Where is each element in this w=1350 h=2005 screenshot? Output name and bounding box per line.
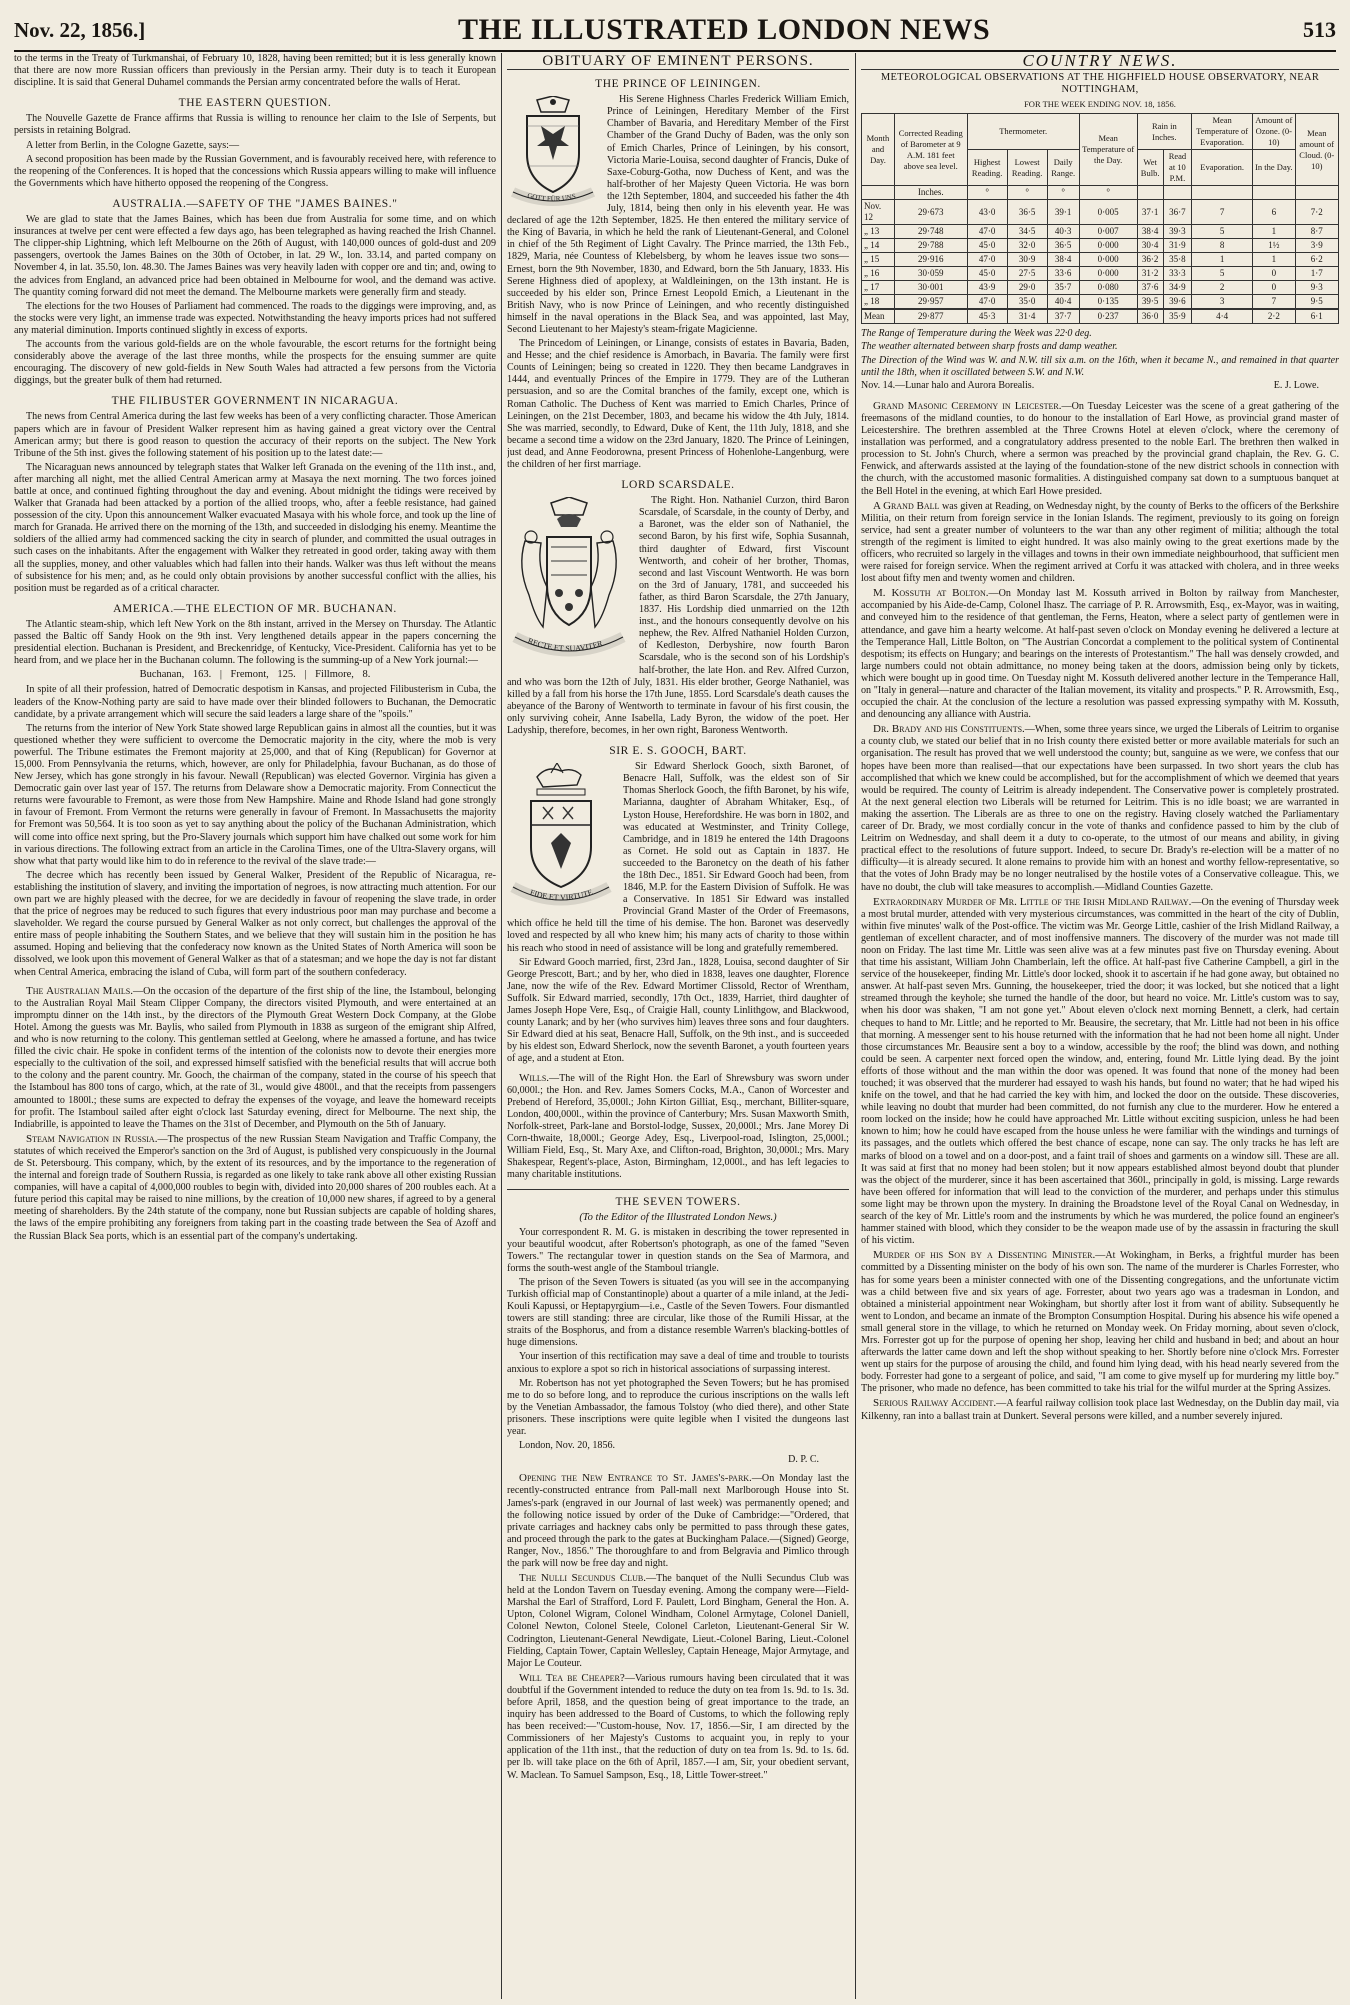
article-heading: THE FILIBUSTER GOVERNMENT IN NICARAGUA.: [111, 395, 399, 408]
table-cell: 29·748: [894, 225, 967, 239]
article-text: The Right. Hon. Nathaniel Curzon, third Baron Scarsdale, of Scarsdale, in the county of Derby, and a Baronet, was the elder son of Nathaniel, the second Baron, by his first wife, Sophia Susannah, third daughter of Edward, first Viscount Wentworth, and coheir of her brother, Thomas, second and last Viscount Wentworth. He was born on the 3rd of January, 1781, and succeeded his father, as third Baron Scarsdale, the 27th January, 1837. His Lordship died unmarried on the 12th inst., and the honours consequently devolve on his nephew, the Rev. Alfred Nathaniel Holden Curzon, of Kedleston, Derbyshire, now fourth Baron Scarsdale, who is the second son of his Lordship's half-brother, the late Hon. and Rev. Alfred Curzon, and who was born the 12th of July, 1831. His elder brother, George Nathaniel, was killed by a fall from his horse the 17th June, 1855. Lord Scarsdale's death causes the abeyance of the Barony of Wentworth to terminate in favour of his first cousin, the only surviving coheir, Anne Isabella, Lady Byron, the widow of the poet. Her Ladyship, therefore, becomes, in her own right, Baroness Wentworth.: [507, 495, 849, 736]
group-header: Amount of Ozone. (0-10): [1253, 114, 1295, 150]
article-text: The accounts from the various gold-fields are on the whole favourable, the escort returns for the fortnight being considerably above the average of the last three months, while the prospects for the ensuing summer are quite encouraging. The discovery of new gold-fields in New South Wales had attracted a few persons from the Victoria diggings, but the greater bulk of them had returned.: [14, 338, 496, 387]
table-cell: 37·7: [1047, 309, 1079, 324]
leiningen-coat-of-arms: [507, 96, 599, 208]
column-right: [861, 53, 1339, 1999]
article-heading: AUSTRALIA.—SAFETY OF THE "JAMES BAINES.": [112, 197, 398, 210]
table-cell: 36·5: [1047, 239, 1079, 253]
article-text: Sir Edward Sherlock Gooch, sixth Baronet, of Benacre Hall, Suffolk, was the eldest son of Sir Thomas Sherlock Gooch, the fifth Baronet, by his wife, Marianna, daughter of Abraham Whitaker, Esq., of Lyston House, Herefordshire. He was born in 1802, and was educated at Westminster, and Trinity College, Cambridge, and in 1819 he entered the 14th Dragoons as Cornet. He sold out as Captain in 1837. He succeeded to the Baronetcy on the death of his father the 18th Dec., 1851. Sir Edward Gooch had been, from 1846, M.P. for the Eastern Division of Suffolk. He was a Conservative. In 1851 Sir Edward was installed Provincial Grand Master of the Order of Freemasons, which office he held till the time of his demise. The hon. Baronet was deservedly loved and respected by all who knew him; his many acts of charity to those within his reach who stood in need of assistance will be long and gratefully remembered.: [507, 761, 849, 954]
news-item: [861, 500, 1339, 586]
article-text: to the terms in the Treaty of Turkmanshai, of February 10, 1828, having been remitted; but it is less generally known that there are now more Russian officers than previously in the Persian army. Their duty is to teach it European discipline. It is said that General Duhamel commands the Persian army concentrated before the walls of Herat.: [14, 53, 496, 89]
item-text: was given at Reading, on Wednesday night, by the county of Berks to the officers of the Berkshire Militia, on their return from foreign service in the Ionian Islands. The regiment, previously to its going on foreign service, had sent a greater number of volunteers to the war than any other regiment of militia; although the total strength of the regiment is limited to eight hundred. It was also mainly owing to the great exertions made by the officers, who recruited so largely in the villages and towns in their own immediate neighbourhood, that sufficient men were raised for foreign service. When the regiment arrived at Corfu it was attacked with cholera, and in three weeks lost about fifty men and twenty women and children.: [861, 500, 1339, 585]
table-cell: [1295, 186, 1338, 200]
table-cell: °: [1007, 186, 1047, 200]
article-text: Mr. Robertson has not yet photographed the Seven Towers; but he has promised me to do so before long, and to reproduce the curious inscriptions on the walls left by the Venetian Ambassador, the famous Tolstoy (who died there), and other State prisoners. These inscriptions were quite legible when I visited the dungeons last year.: [507, 1377, 849, 1438]
table-header-row: [862, 114, 1339, 150]
news-item: [507, 1472, 849, 1570]
table-cell: Mean: [862, 309, 895, 324]
table-cell: 43·9: [967, 281, 1007, 295]
table-cell: 0·005: [1079, 200, 1137, 225]
article-text: A letter from Berlin, in the Cologne Gazette, says:—: [26, 139, 240, 151]
news-item: [507, 1572, 849, 1670]
table-cell: „ 18: [862, 295, 895, 310]
table-cell: 45·3: [967, 309, 1007, 324]
table-cell: 27·5: [1007, 267, 1047, 281]
item-text: —On the occasion of the departure of the first ship of the line, the Istamboul, belonging to the Australian Royal Mail Steam Clipper Company, the directors visited Plymouth, and were entertained at an impromptu dinner on the 14th inst., by the directors of the Plymouth Great Western Dock Company, at the Globe Hotel. Among the guests was Mr. Baylis, who sailed from Plymouth in 1838 as surgeon of the emigrant ship Alfred, and who is now returning to the colony. This gentleman settled at Geelong, where he amassed a fortune, and has twice filled the civic chair. He spoke in confident terms of the intention of the colonists now to devote their energies more especially to the cultivation of the soil, and expressed himself satisfied with the beneficial results that will accrue both to the colony and the parent country. Mr. Gooch, the chairman of the company, stated in the course of his speech that the Istamboul has 800 tons of cargo, which, at the rate of 3l., would give 4800l., and that the receipts from passengers amounted to 1800l.; these sums are expected to defray the expenses of the voyage, and leave the homeward receipts for profit. The Istamboul sailed after eight o'clock last Saturday evening, direct for Melbourne. The next ship, the Indiabrille, is appointed to leave the Thames on the 31st of December, and Plymouth on the 5th of January.: [14, 985, 496, 1130]
table-cell: 9·5: [1295, 295, 1338, 310]
table-cell: 0·000: [1079, 267, 1137, 281]
table-cell: 0·135: [1079, 295, 1137, 310]
table-cell: 7: [1192, 200, 1253, 225]
table-cell: 30·001: [894, 281, 967, 295]
column-header: Mean Temperature of the Day.: [1079, 114, 1137, 186]
news-item: [507, 1072, 849, 1182]
news-item: [861, 723, 1339, 893]
table-cell: 47·0: [967, 253, 1007, 267]
election-tally: Buchanan, 163. | Fremont, 125. | Fillmore, 8.: [139, 669, 371, 681]
table-cell: 6: [1253, 200, 1295, 225]
table-cell: 1·7: [1295, 267, 1338, 281]
table-cell: 36·2: [1137, 253, 1163, 267]
article-heading: THE EASTERN QUESTION.: [178, 97, 332, 110]
table-cell: 5: [1192, 225, 1253, 239]
section-heading: OBITUARY OF EMINENT PERSONS.: [507, 55, 849, 70]
table-cell: 2·2: [1253, 309, 1295, 324]
item-runin: Wills.: [519, 1071, 550, 1084]
table-cell: 37·1: [1137, 200, 1163, 225]
met-note: The Range of Temperature during the Week was 22·0 deg.: [861, 328, 1092, 340]
article-text: The decree which has recently been issued by General Walker, President of the Republic of Nicaragua, re-establishing the institution of slavery, and inviting the importation of negroes, is now attracting much attention. For our own part we are highly pleased with the decree, for we are decidedly in favour of reopening the slave trade, in order that the price of negroes may be reduced to such figures that every industrious poor man may purchase and become a slaveholder. We regard the course pursued by General Walker as not only correct, but challenges the approval of the entire mass of people inhabiting the Southern States, and we believe that they will sustain him in the position he has assumed. Hoping and believing that the confederacy now known as the United States of North America will soon be dissolved, we look upon this movement of General Walker as that of a statesman; and we hope the day is not far distant when Central America, embracing the island of Cuba, will form part of the southern confederacy.: [14, 869, 496, 978]
news-item: [14, 985, 496, 1131]
item-runin: Murder of his Son by a Dissenting Minister.: [873, 1249, 1096, 1262]
masthead: [14, 10, 1336, 52]
article-text: Your insertion of this rectification may save a deal of time and trouble to tourists anxious to explore a spot so rich in historical associations of surpassing interest.: [507, 1351, 849, 1375]
article-text: Your correspondent R. M. G. is mistaken in describing the tower represented in your beautiful woodcut, after Robertson's photograph, as one of the famed "Seven Towers." The rectangular tower in question stands on the Sea of Marmora, and forms the south-west angle of the Stamboul triangle.: [507, 1226, 849, 1274]
letter-place: London, Nov. 20, 1856.: [519, 1440, 616, 1452]
table-cell: 1: [1253, 253, 1295, 267]
item-runin: The Australian Mails.: [26, 984, 133, 997]
table-cell: 0·007: [1079, 225, 1137, 239]
table-cell: 30·4: [1137, 239, 1163, 253]
table-cell: 8·7: [1295, 225, 1338, 239]
item-runin: Dr. Brady and his Constituents.: [873, 723, 1025, 736]
item-text: —On Tuesday Leicester was the scene of a great gathering of the freemasons of the midland counties, to do honour to the installation of Earl Howe, as provincial grand master of Leicestershire. The brethren assembled at the Three Crowns Hotel at eleven o'clock, where the ceremony of installation was performed, and a congratulatory address presented to the noble Earl. The brethren then walked in procession to St. John's Church, where a sermon was preached by the provincial grand chaplain, the Rev. G. C. Fenwick, and afterwards assisted at the laying of the foundation-stone of the new district schools in connection with the church, with the accustomed masonic formalities. A distinguished company sat down to a sumptuous banquet at the Bell Hotel in the evening, at which Earl Howe presided.: [861, 400, 1339, 497]
article-text: A second proposition has been made by the Russian Government, and is favourably received here, with reference to the reopening of the Conferences. It is hoped that the concessions which Russia appears willing to make will influence the Governments which have hitherto opposed the reopening of the Congress.: [14, 153, 496, 189]
met-note: [861, 380, 1339, 392]
table-cell: 5: [1192, 267, 1253, 281]
column-header: Month and Day.: [862, 114, 895, 186]
table-row: [862, 225, 1339, 239]
table-cell: 36·0: [1137, 309, 1163, 324]
table-cell: 7·2: [1295, 200, 1338, 225]
item-runin: A Grand Ball: [873, 499, 940, 512]
table-cell: 4·4: [1192, 309, 1253, 324]
item-runin: Extraordinary Murder of Mr. Little of the Irish Midland Railway.: [873, 895, 1192, 908]
article-text: Sir Edward Gooch married, first, 23rd Jan., 1828, Louisa, second daughter of Sir George Prescott, Bart.; and by her, who died in 1838, leaves one daughter, Florence Jane, now the wife of the Rev. Edward Mortimer Clissold, Rector of Wrentham, Suffolk. Sir Edward married, secondly, 17th Oct., 1839, Harriet, third daughter of James Joseph Hope Vere, Esq., of Craigie Hall, county Linlithgow, and Blackwood, county Lanark; and by her (who survives him) leaves three sons and four daughters. Sir Edward died at his seat, Benacre Hall, Suffolk, on the 9th inst., and is succeeded by his eldest son, Edward Sherlock, now the seventh Baronet, a youth fourteen years of age, and a student at Eton.: [507, 956, 849, 1065]
met-note-text: Nov. 14.—Lunar halo and Aurora Borealis.: [861, 379, 1035, 391]
table-cell: 0: [1253, 267, 1295, 281]
table-cell: 1½: [1253, 239, 1295, 253]
table-cell: [1163, 186, 1191, 200]
table-cell: 37·6: [1137, 281, 1163, 295]
table-cell: 39·6: [1163, 295, 1191, 310]
table-cell: 36·5: [1007, 200, 1047, 225]
item-text: —On Monday last the recently-constructed entrance from Pall-mall next Marlborough House into St. James's-park (engraved in our Journal of last week) was permanently opened; and the following notice issued by order of the Duke of Cambridge:—"Ordered, that private carriages and hackney cabs only be permitted to pass through these gates, and proceed through the park to the gates at Buckingham Palace.—(Signed) George, Ranger, Nov., 1856." The thoroughfare to and from Belgravia and Pimlico through the park will now be free day and night.: [507, 1473, 849, 1569]
article-text: The Nouvelle Gazette de France affirms that Russia is willing to renounce her claim to the Isle of Serpents, but persists in retaining Bolgrad.: [14, 113, 496, 137]
table-cell: „ 15: [862, 253, 895, 267]
item-text: —On Monday last M. Kossuth arrived in Bolton by railway from Manchester, accompanied by his Aide-de-Camp, Colonel Ihasz. The carriage of P. R. Arrowsmith, Esq., ex-Mayor, was in waiting, and conveyed him to the residence of that gentleman, the Ferns, Heaton, where a select party of gentlemen were in attendance, and gave him a hearty welcome. At half-past seven o'clock on Monday evening he delivered a lecture at the Temperance Hall, Little Bolton, on "The Austrian Concordat a complement to the political system of Continental despotism; its effects on Hungary; and bearings on the interests of Protestantism." The hall was densely crowded, and large numbers could not obtain admittance, no money being taken at the doors, admission being only by tickets, which were bought up in good time. On Tuesday night M. Kossuth delivered another lecture in the Temperance Hall, on "Italy in general—nature and character of the Italian movement, its vitality and prospects." P. R. Arrowsmith, Esq., occupied the chair. At the conclusion of the lecture a resolution was passed expressing sympathy with M. Kossuth, and denouncing any alliance with Austria.: [861, 588, 1339, 721]
units-row: [862, 186, 1339, 200]
table-cell: 30·9: [1007, 253, 1047, 267]
letter-signature: D. P. C.: [788, 1454, 819, 1466]
table-cell: 43·0: [967, 200, 1007, 225]
news-item: [861, 1397, 1339, 1422]
article-heading: SIR E. S. GOOCH, BART.: [609, 745, 747, 758]
table-cell: °: [967, 186, 1007, 200]
table-cell: 34·5: [1007, 225, 1047, 239]
table-cell: 31·2: [1137, 267, 1163, 281]
table-cell: 39·5: [1137, 295, 1163, 310]
news-item: [861, 896, 1339, 1248]
table-subtitle: FOR THE WEEK ENDING NOV. 18, 1856.: [1024, 99, 1176, 110]
svg-text:RECTE ET SUAVITER: RECTE ET SUAVITER: [526, 636, 604, 654]
svg-text:GOTT FÜR UNS: GOTT FÜR UNS: [526, 191, 577, 204]
table-cell: 7: [1253, 295, 1295, 310]
article-text: The Nicaraguan news announced by telegraph states that Walker left Granada on the evening of the 11th inst., and, after marching all night, met the allied Central American army at Masaya the next morning. The two forces joined battle at once, and continued fighting throughout the day and evening. About midnight the tidings were received by Walker that Granada had been attacked by a portion of the allied troops, who, after a feeble resistance, had gained possession of the city. Upon this announcement Walker evacuated Masaya with his whole force, and took up the line of march for Granada. He arrived there on the morning of the 13th, and succeeded in dislodging his enemy. Meantime the soldiers of the allied army had commenced sacking the city in search of plunder, and committed the usual outrages in such cases on the inhabitants. After the engagement with Walker they retreated in good order, taking away with them all the supplies, money, and other valuables which had fallen into their hands. Walker was thus left without the means of subsistence for his men; and, as he could only obtain provisions by another successful conflict with the allies, his position must be regarded as of a critical character.: [14, 461, 496, 594]
table-cell: 29·673: [894, 200, 967, 225]
table-cell: [862, 186, 895, 200]
item-text: —On the evening of Thursday week a most brutal murder, attended with very mysterious circumstances, was committed in the heart of the city of Dublin, within five minutes' walk of the Post-office. The victim was Mr. George Little, cashier of the Irish Midland Railway, a gentleman of excellent character, and of most inoffensive manners. The discovery of the murder was not made till noon on Friday. The last time Mr. Little was seen alive was at a few minutes past five on Thursday evening. About that time his assistant, William John Chamberlain, left the office. At half-past five Catherine Campbell, a girl in the service of the housekeeper, finding Mr. Little's door locked, shook it to ascertain if he had gone away, but obtained no answer. At half-past seven Mrs. Gunning, the housekeeper, tried the door; it was locked, but she noticed that a light streamed through the keyhole; she turned the handle of the door, but heard no voice. Mr. Little's custom was to say, when his door was shaken, "I am not gone yet." About eleven o'clock next morning Bennett, a clerk, had certain cheques to hand to Mr. Little; and he reported to Mr. Beausire, the secretary, that Mr. Little had not been in his office that morning. A messenger sent to his house returned with the information that he had not been home all night. Under those circumstances Mr. Beausire sent a boy to a window, accessible by the roof; the blind was down, and nothing could be seen. A carpenter next forced open the window, and, entering, found Mr. Little lying dead. By the joint efforts of those without and the man within the door was opened. It was found that none of the money had been touched; it was observed that the murderer had essayed to wash his hands, but found no water; that he had wiped his knife on the towel, and that he had carried the key with him, and locked the door on the outside. These discoveries, while leaving no doubt that murder had been committed, do not furnish any clue to the murderer. How he entered a room locked on the inside; how he could have approached Mr. Little without exciting suspicion, unless he had been known to him; how he could have escaped from the house unless he were familiar with the windings and turnings of its passages, and the outlets which offered the best chance of escape, none can say. The only tracks he has left are marks of blood on a towel and on a door-post, and a faint trail of shoes and garments on a window sill. These are all. It was said at first that no money had been stolen; but it now appears established almost beyond doubt that plunder was the object of the murderer, since it has been ascertained that 360l., principally in gold, is missing. Large rewards have been offered for information that will lead to the conviction of the murderer, and perhaps under this stimulus some light may be thrown upon the mystery. In draining the Broadstone level of the Royal Canal on Wednesday, in search of the key of Mr. Little's room and the instruments by which he was murdered, the police found an engineer's hammer stained with blood, which they consider to be the weapon made use of by the assassin in fracturing the skull of his victim.: [861, 896, 1339, 1247]
column-header: Evaporation.: [1192, 150, 1253, 186]
news-item: [861, 587, 1339, 721]
table-cell: Nov. 12: [862, 200, 895, 225]
item-runin: The Nulli Secundus Club.: [519, 1572, 646, 1585]
column-rule: [501, 53, 502, 1999]
table-body: [862, 186, 1339, 324]
item-runin: Steam Navigation in Russia.: [26, 1132, 158, 1145]
item-runin: Grand Masonic Ceremony in Leicester.: [873, 399, 1062, 412]
issue-date: Nov. 22, 1856.]: [14, 17, 146, 42]
table-cell: 0·237: [1079, 309, 1137, 324]
table-cell: 45·0: [967, 267, 1007, 281]
news-item: [14, 1133, 496, 1243]
table-cell: 3: [1192, 295, 1253, 310]
gooch-coat-of-arms: [507, 763, 615, 913]
item-text: —A fearful railway collision took place last Wednesday, on the Dublin day mail, via Kilkenny, ran into a ballast train at Dunkert. Several persons were killed, and a number severely injured.: [861, 1398, 1339, 1422]
news-item: [507, 1672, 849, 1782]
item-runin: Will Tea be Cheaper?: [519, 1671, 625, 1684]
table-cell: 31·9: [1163, 239, 1191, 253]
article-text: The Atlantic steam-ship, which left New York on the 8th instant, arrived in the Mersey on Thursday. The Atlantic passed the Baltic off Sandy Hook on the 9th inst. Very lengthened details appear in the papers concerning the presidential election. Buchanan is President, and Breckenridge, of Kentucky, Vice-President. California has yet to be heard from, and we place her in the Buchanan column. The following is the summing-up of a New York journal:—: [14, 618, 496, 667]
column-header: Read at 10 P.M.: [1163, 150, 1191, 186]
table-cell: „ 14: [862, 239, 895, 253]
news-item: [861, 400, 1339, 498]
page-number: 513: [1302, 17, 1336, 42]
column-middle: [507, 53, 849, 1999]
table-cell: 6·1: [1295, 309, 1338, 324]
table-row: [862, 267, 1339, 281]
item-text: —The will of the Right Hon. the Earl of Shrewsbury was sworn under 60,000l.; the Hon. and Rev. James Somers Cocks, M.A., Canon of Worcester and Prebend of Hereford, 35,000l.; John Kirton Gilliat, Esq., merchant, Billiter-square, London, 400,000l., within the province of Canterbury; Mrs. Susan Maxworth Smith, Norfolk-street, Park-lane and Borstol-lodge, Sussex, 20,000l.; Mrs. Jane Morey Di Corn-thwaite, 18,000l.; George Adey, Esq., Liverpool-road, Islington, 25,000l.; William Field, Esq., St. Mary Axe, and Clifton-road, Brighton, 30,000l.; Mrs. Mary Shakespear, Regent's-place, Aston, Birmingham, 12,000l., and has left legacies to many charitable institutions.: [507, 1072, 849, 1181]
table-cell: 35·7: [1047, 281, 1079, 295]
article-text: In spite of all their profession, hatred of Democratic despotism in Kansas, and projected Filibusterism in Cuba, the leaders of the Know-Nothing party are said to have made over their blinded followers to Buchanan, the Democratic candidate, by a private arrangement which will secure the said leaders a large share of the "spoils.": [14, 684, 496, 720]
scarsdale-coat-of-arms: [507, 497, 631, 667]
article-heading: LORD SCARSDALE.: [621, 479, 735, 492]
table-cell: „ 16: [862, 267, 895, 281]
article-text: The news from Central America during the last few weeks has been of a very conflicting character. Those American papers which are in favour of President Walker represent him as having gained a great victory over the Central American army; but there is good reason to question the accuracy of their reports on the subject. The New York Tribune of the 5th inst. gives the following statement of his position up to the latest date:—: [14, 411, 496, 459]
article-text: The Princedom of Leiningen, or Linange, consists of estates in Bavaria, Baden, and Hesse; and the chief residence is Amorbach, in Bavaria. The family were first Counts of Leiningen; being so created in 1220. They then became Landgraves in 1444, and eventually Princes of the Empire in 1779. They are of the Lutheran persuasion, and so are the Comital branches of the family, except one, which is Roman Catholic. The Duchess of Kent was married to Emich Charles, Prince of Leiningen, on the 21st December, 1803, and became his widow the 4th July, 1814. She was married, secondly, to Edward, Duke of Kent, the 11th July, 1818, and she became a second time a widow on the 23rd January, 1820. The Prince of Leiningen, just dead, and Anne Feodorowna, present Princess of Hohenlohe-Langenburg, were the children of her first marriage.: [507, 338, 849, 470]
table-cell: 29·877: [894, 309, 967, 324]
table-cell: 38·4: [1137, 225, 1163, 239]
table-cell: 39·3: [1163, 225, 1191, 239]
article-heading: AMERICA.—THE ELECTION OF MR. BUCHANAN.: [113, 602, 397, 615]
table-row: [862, 281, 1339, 295]
table-cell: 3·9: [1295, 239, 1338, 253]
mean-row: [862, 309, 1339, 324]
table-cell: 34·9: [1163, 281, 1191, 295]
table-cell: „ 17: [862, 281, 895, 295]
table-cell: 35·8: [1163, 253, 1191, 267]
met-note: The Direction of the Wind was W. and N.W. till six a.m. on the 16th, when it became N., and remained in that quarter until the 18th, when it oscillated between S.W. and N.W.: [861, 354, 1339, 378]
met-signature: E. J. Lowe.: [1273, 379, 1319, 391]
table-cell: [1137, 186, 1163, 200]
column-header: Wet Bulb.: [1137, 150, 1163, 186]
table-cell: 40·3: [1047, 225, 1079, 239]
newspaper-title: THE ILLUSTRATED LONDON NEWS: [458, 13, 991, 46]
table-cell: 0·000: [1079, 253, 1137, 267]
column-rule: [855, 53, 856, 1999]
table-row: [862, 253, 1339, 267]
met-note: The weather alternated between sharp frosts and damp weather.: [861, 341, 1118, 353]
item-runin: Opening the New Entrance to St. James's-park.: [519, 1472, 752, 1485]
article-text: The prison of the Seven Towers is situated (as you will see in the accompanying Turkish official map of Constantinople) about a quarter of a mile inland, at the Jedi-Kouli Kapussi, or Heptapyrgium—i.e., Castle of the Seven Towers. Four dismantled towers are still standing: three are circular, like those of the Rumili Hissar, at the straits of the Bosphorus, and from a distance resemble Warren's blacking-bottles of huge dimensions.: [507, 1276, 849, 1349]
article-heading: THE PRINCE OF LEININGEN.: [595, 78, 761, 91]
article-text: His Serene Highness Charles Frederick William Emich, Prince of Leiningen, Hereditary Member of the First Chamber of Bavaria, and Hereditary Member of the First Chamber of the Grand Duchy of Baden, was the only son of Emich Charles, Prince of Leiningen, by his consort, Victoria Marie-Louisa, second daughter of Francis, Duke of Saxe-Coburg-Gotha, now Duchess of Kent, and was the half-brother of her Majesty Queen Victoria. He was born the 12th September, 1804, and succeeded his father the 4th July, 1814, being then only in his eleventh year. He was declared of age the 12th September, 1825. He then entered the military service of the King of Bavaria, in which he held the rank of Lieutenant-General, and Colonel in chief of the 5th Regiment of Light Cavalry. The Prince married, the 13th Feb., 1829, Maria, née Countess of Klebelsberg, by whom he leaves issue two sons—Ernest, born the 9th November, 1830, and Edward, born the 5th January, 1833. His Serene Highness died of apoplexy, at Waldleiningen, on the 13th instant. He is succeeded by his elder son, Prince Ernest Leopold Emich, a Lieutenant in the British Navy, who is now Prince of Leiningen, and who recently distinguished himself in the naval operations in the Black Sea, and was appointed, last May, Second Lieutenant to her Majesty's steam-frigate Magicienne.: [507, 94, 849, 335]
column-header: Highest Reading.: [967, 150, 1007, 186]
column-header: Corrected Reading of Barometer at 9 A.M. 181 feet above sea level.: [894, 114, 967, 186]
article-text: The returns from the interior of New York State showed large Republican gains in almost all the counties, but it was questioned whether they were sufficient to overcome the Democratic majority in the city, where the mob is very powerful. The Tribune estimates the Fremont majority at 25,000, and that of King (Republican) for Governor at 15,000. From Pennsylvania the returns, which, however, are only for Philadelphia, favour Buchanan, as do those of New Jersey, which has gone strongly in his favour. Newall (Republican) was elected Governor. Virginia has given a Democratic gain over last year of 157. The returns from Delaware show a Democratic majority. From Connecticut the returns were favourable to Fremont, as were those from New Hampshire. Maine and Rhode Island had gone strongly in favour of Fremont. From Vermont the returns were generally in favour of Fremont. In Massachusetts the majority for Fremont was 50,564. It is too soon as yet to say anything about the policy of the Buchanan Administration, which will come into office next spring, but the Pro-Slavery journals which support him have chalked out some work for him in various directions. The following extract from an article in the Carolina Times, one of the Ultra-Slavery organs, will show what that party would like him to do in reference to the revival of the slave trade:—: [14, 722, 496, 867]
table-cell: 6·2: [1295, 253, 1338, 267]
table-cell: „ 13: [862, 225, 895, 239]
item-text: —Various rumours having been circulated that it was doubtful if the Government intended to reduce the duty on tea from 1s. 9d. to 1s. 3d. before April, 1858, and the question being of great importance to the trade, an inquiry has been addressed to the Board of Customs, to which the following reply has been received:—"Custom-house, Nov. 17, 1856.—Sir, I am directed by the Commissioners of her Majesty's Customs to acquaint you, in reply to your application of the 11th inst., that the reduction of duty on tea from 1s. 9d. to 1s. 6d. per lb. will take place on the 6th of April, 1857.—I am, Sir, your obedient servant, W. Maclean. To Samuel Sampson, Esq., 18, Little Tower-street.": [507, 1672, 849, 1781]
table-cell: 2: [1192, 281, 1253, 295]
meteorological-table: [861, 113, 1339, 324]
table-cell: 9·3: [1295, 281, 1338, 295]
column-left: [14, 53, 496, 1999]
article-text: The elections for the two Houses of Parliament had commenced. The roads to the diggings were improving, and, as the stocks were very light, an immense trade was expected. Notwithstanding the heavy imports prices had not suffered any material diminution. Imports continued slightly in excess of exports.: [14, 300, 496, 336]
table-cell: 47·0: [967, 225, 1007, 239]
group-header: Thermometer.: [967, 114, 1079, 150]
table-cell: 0: [1253, 281, 1295, 295]
column-header: In the Day.: [1253, 150, 1295, 186]
table-cell: 33·6: [1047, 267, 1079, 281]
item-runin: M. Kossuth at Bolton.: [873, 587, 989, 600]
table-cell: 1: [1192, 253, 1253, 267]
table-cell: 30·059: [894, 267, 967, 281]
table-cell: °: [1047, 186, 1079, 200]
section-heading: COUNTRY NEWS.: [861, 55, 1339, 70]
table-cell: 29·0: [1007, 281, 1047, 295]
group-header: Mean Temperature of Evaporation.: [1192, 114, 1253, 150]
table-cell: 47·0: [967, 295, 1007, 310]
table-cell: 32·0: [1007, 239, 1047, 253]
table-cell: 39·1: [1047, 200, 1079, 225]
table-cell: 29·916: [894, 253, 967, 267]
column-header: Mean amount of Cloud. (0-10): [1295, 114, 1338, 186]
table-cell: 45·0: [967, 239, 1007, 253]
table-cell: 35·0: [1007, 295, 1047, 310]
table-cell: °: [1079, 186, 1137, 200]
table-title: METEOROLOGICAL OBSERVATIONS AT THE HIGHFIELD HOUSE OBSERVATORY, NEAR NOTTINGHAM,: [880, 72, 1320, 96]
group-header: Rain in Inches.: [1137, 114, 1192, 150]
item-text: —The prospectus of the new Russian Steam Navigation and Traffic Company, the statutes of which received the Emperor's sanction on the 3rd of August, is published very conspicuously in the Journal de St. Petersbourg. This company, which, by the extent of its resources, and by the importance to the regeneration of the internal and foreign trade of Southern Russia, is regarded as one likely to take rank above all other existing Russian companies, will have a capital of 4,000,000 roubles to begin with, divided into 20,000 shares of 200 roubles each. At a future period this capital may be raised to nine millions, by the creation of 10,000 new shares, if agreed to by a general meeting of shareholders. By the 24th statute of the company, none but Russian subjects are capable of holding shares, the laws of the empire prohibiting any foreigners from taking part in the coasting trade between the Sea of Azoff and the Russian Black Sea ports, which is an essential part of the company's undertaking.: [14, 1133, 496, 1242]
table-cell: 31·4: [1007, 309, 1047, 324]
table-cell: 40·4: [1047, 295, 1079, 310]
table-cell: 35·9: [1163, 309, 1191, 324]
table-cell: 29·788: [894, 239, 967, 253]
table-cell: 33·3: [1163, 267, 1191, 281]
table-row: [862, 239, 1339, 253]
article-text: We are glad to state that the James Baines, which has been due from Australia for some time, and on which insurances at twelve per cent were effected a few days ago, has been telegraphed as having reached the Irish Channel. The clipper-ship Lightning, which left Melbourne on the 26th of August, with 140,000 ounces of gold-dust and 209 passengers, overtook the James Baines on the 30th of October, in lat. 29 W., lon. 33.14, and parted company on November 4, in lat. 35.50, lon. 48.30. The James Baines was very heavily laden with copper ore and tin; and, owing to the advices from England, an advanced price had been obtained in Melbourne for wool, and the demand was active. The quantity coming forward did not meet the demand. The Melbourne markets were generally firm and steady.: [14, 214, 496, 298]
table-cell: Inches.: [894, 186, 967, 200]
item-text: —At Wokingham, in Berks, a frightful murder has been committed by a Dissenting minister on the body of his own son. The name of the murderer is Charles Forrester, who has for some years been a minister connected with one of the Dissenting congregations, and the unfortunate victim was a child between five and six years of age. Forrester, about two years ago was a tradesman in London, and obtained a ministerial appointment near Wokingham, but shortly after lost it from want of ability. Subsequently he went to London, and became an inmate of the Brompton Consumption Hospital. During his absence his wife opened a small general store in the village, to which he returned on Monday week. On Friday morning, about seven o'clock, Mrs. Forrester got up for the purpose of opening her shop, leaving her child and husband in bed; and about an hour afterwards the latter came down and left the shop without speaking to her. Shortly before nine o'clock Mrs. Forrester went up stairs for the purpose of arousing the child, and found him lying dead, with his head nearly severed from the body. Forrester had gone to a sergeant of police, and said, "I am come to give myself up for murdering my little boy." The prisoner, who made no defence, has been committed to take his trial for the wilful murder at the Spring Assizes.: [861, 1250, 1339, 1395]
table-cell: [1253, 186, 1295, 200]
item-runin: Serious Railway Accident.: [873, 1397, 997, 1410]
article-subheading: (To the Editor of the Illustrated London News.): [579, 1212, 777, 1224]
news-item: [861, 1249, 1339, 1395]
table-cell: [1192, 186, 1253, 200]
svg-text:FIDE ET VIRTUTE: FIDE ET VIRTUTE: [528, 887, 594, 903]
table-cell: 8: [1192, 239, 1253, 253]
column-header: Lowest Reading.: [1007, 150, 1047, 186]
table-cell: 36·7: [1163, 200, 1191, 225]
item-text: —When, some three years since, we urged the Liberals of Leitrim to organise a county club, we stated our belief that in no Irish county there existed better or more available materials for such an organisation. The result has proved that we well understood the county; but, sanguine as we were, we confess that our hopes have been more than realised—that our expectations have been surpassed. In two short years the club has accomplished that which we knew could be accomplished, but for the accomplishment of which we deemed that years would be required. The county of Leitrim is already independent. The Conservative power is completely prostrated. At the next general election two Liberals will be returned for Leitrim. This is no idle boast; we are warranted in making the assertion. The Liberals are as three to one on the registry. Having closely watched the Parliamentary career of Dr. Brady, we most cordially concur in the vote of thanks and confidence passed to him by the club of Leitrim on Wednesday, and shall deem it a duty to co-operate, to the utmost of our means and ability, in giving practical effect to the resolutions of future support. Indeed, to secure Dr. Brady's re-election will be a matter of no difficulty—it is already secured. It alone remains to provide him with an honest and worthy fellow-representative, so that the votes of John Brady may be no longer neutralised by the hostile votes of a Conservative colleague. This, we have no doubt, the club will take measures to accomplish.—Midland Counties Gazette.: [861, 724, 1339, 893]
article-heading: THE SEVEN TOWERS.: [507, 1189, 849, 1208]
table-row: [862, 295, 1339, 310]
column-header: Daily Range.: [1047, 150, 1079, 186]
table-cell: 0·000: [1079, 239, 1137, 253]
table-row: [862, 200, 1339, 225]
table-cell: 38·4: [1047, 253, 1079, 267]
item-text: —The banquet of the Nulli Secundus Club was held at the London Tavern on Tuesday evening. Among the company were—Field-Marshal the Earl of Strafford, Lord F. Paulett, Lord Bingham, General the Hon. A. Upton, Colonel Wigram, Colonel Windham, Colonel Armytage, Colonel Daniell, Colonel Newton, Colonel Steele, Colonel Carleton, Lieutenant-General Sir W. Codrington, Lieutenant-General Newdigate, Lieut.-Colonel Baring, Lieut.-Colonel Fielding, Captain Tower, Captain Wellesley, Captain Heneage, Major Armytage, and Major Le Couteur.: [507, 1573, 849, 1669]
table-cell: 0·080: [1079, 281, 1137, 295]
table-cell: 1: [1253, 225, 1295, 239]
table-cell: 29·957: [894, 295, 967, 310]
